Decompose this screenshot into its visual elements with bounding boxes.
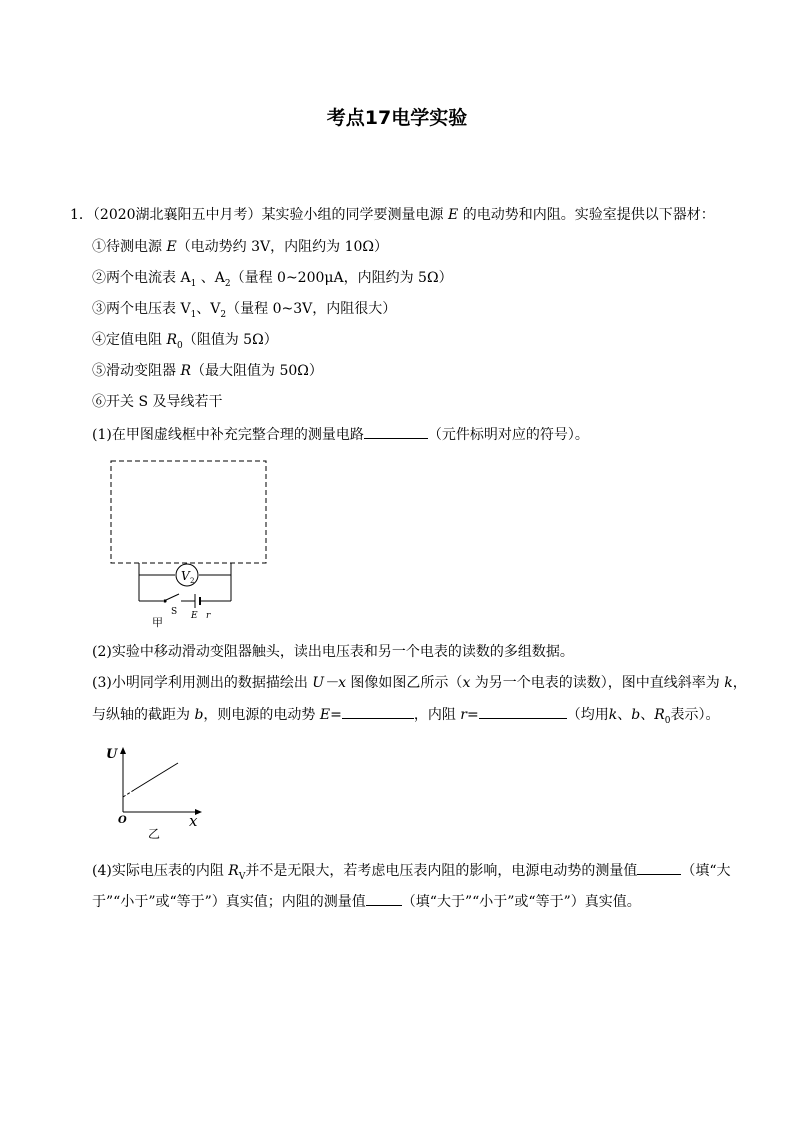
figure-caption-jia: 甲 <box>152 616 163 629</box>
part-3-line-1: (3)小明同学利用测出的数据描绘出 U－x 图像如图乙所示（x 为另一个电表的读数），图中直线斜率为 k， <box>92 675 747 691</box>
part-1: (1)在甲图虚线框中补充完整合理的测量电路 （元件标明对应的符号）。 <box>92 424 589 445</box>
question-stem: 1．（2020湖北襄阳五中月考）某实验小组的同学要测量电源 E 的电动势和内阻。实验室提供以下器材： <box>70 207 715 223</box>
graph-yi <box>104 742 214 842</box>
equipment-item-3: ③两个电压表 $V_1$、$V_2$（量程 0~3V，内阻很大） <box>92 301 397 320</box>
source-label: E <box>191 611 198 621</box>
part-4-line-2: 于”“小于”或“等于”）真实值；内阻的测量值 （填“大于”“小于”或“等于”）真实值。 <box>92 891 641 912</box>
dashed-box <box>111 461 266 563</box>
equipment-item-6: ⑥开关 S 及导线若干 <box>92 394 223 410</box>
x-axis-label: x <box>189 812 198 830</box>
switch-label: S <box>171 607 178 617</box>
answer-blank-emf-comparison[interactable] <box>637 860 681 875</box>
extrapolated-line <box>123 790 134 797</box>
origin-label: O <box>118 815 127 826</box>
answer-blank-internal-resistance[interactable] <box>479 704 567 719</box>
part-4-line-1: (4)实际电压表的内阻 $R_V$并不是无限大，若考虑电压表内阻的影响，电源电动势的测量值 （填“大 <box>92 860 731 887</box>
part-3-line-2: 与纵轴的截距为 b，则电源的电动势 E= ，内阻 r= （均用k、b、$R_0$表示）。 <box>92 704 719 731</box>
equipment-item-1: ①待测电源 E（电动势约 3V，内阻约为 10Ω） <box>92 239 389 255</box>
question-source: （2020湖北襄阳五中月考） <box>92 207 262 223</box>
circuit-diagram-jia <box>105 455 275 630</box>
equipment-item-2: ②两个电流表 $A_1$ 、$A_2$（量程 0~200μA，内阻约为 5Ω） <box>92 270 453 289</box>
y-axis-label: U <box>106 747 118 762</box>
answer-blank-emf[interactable] <box>342 704 414 719</box>
page-title: 考点17电学实验 <box>326 107 468 129</box>
figure-caption-yi: 乙 <box>148 827 161 841</box>
voltmeter-label: V <box>181 569 190 583</box>
question-number: 1． <box>70 207 93 223</box>
data-line <box>134 763 178 790</box>
answer-blank-circuit[interactable] <box>364 424 428 439</box>
voltmeter-sub: 2 <box>190 577 195 585</box>
equipment-item-5: ⑤滑动变阻器 R（最大阻值为 50Ω） <box>92 363 323 379</box>
equipment-item-4: ④定值电阻 $R_0$（阻值为 5Ω） <box>92 332 278 351</box>
resistance-label: r <box>206 611 211 621</box>
answer-blank-resistance-comparison[interactable] <box>366 891 402 906</box>
part-2: (2)实验中移动滑动变阻器触头，读出电压表和另一个电表的读数的多组数据。 <box>92 644 574 660</box>
